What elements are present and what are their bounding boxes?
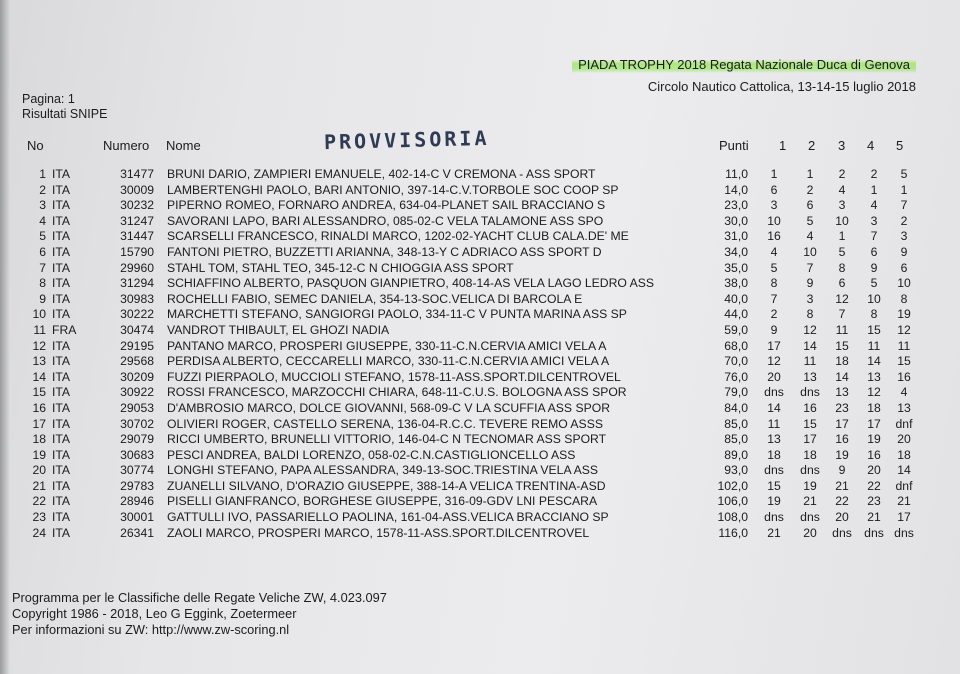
cell-race-3: 10 [835, 213, 849, 228]
cell-race-5: 19 [897, 307, 911, 322]
cell-nation: ITA [52, 369, 71, 384]
cell-points: 102,0 [717, 478, 748, 493]
cell-sail-number: 30222 [120, 307, 154, 322]
cell-no: 3 [39, 198, 46, 213]
cell-sail-number: 30209 [120, 369, 154, 384]
cell-race-2: 10 [803, 244, 817, 259]
cell-race-5: 1 [900, 182, 908, 197]
cell-race-4: 11 [867, 338, 881, 353]
table-row [0, 526, 960, 542]
cell-sail-number: 30702 [120, 416, 154, 431]
cell-race-5: dnf [895, 478, 913, 493]
cell-race-2: 14 [803, 338, 817, 353]
cell-nation: ITA [52, 276, 71, 291]
table-row [0, 229, 960, 245]
cell-points: 38,0 [724, 276, 748, 291]
table-row [0, 292, 960, 308]
cell-race-4: 9 [870, 260, 878, 275]
cell-crew-club: MARCHETTI STEFANO, SANGIORGI PAOLO, 334-11-C V PUNTA MARINA ASS SP [167, 307, 627, 322]
cell-crew-club: RICCI UMBERTO, BRUNELLI VITTORIO, 146-04-C N TECNOMAR ASS SPORT [167, 432, 607, 447]
cell-race-3: 8 [838, 260, 846, 275]
cell-no: 6 [39, 244, 46, 259]
cell-race-2: 5 [806, 213, 814, 228]
cell-no: 22 [32, 494, 46, 509]
cell-race-1: 4 [770, 244, 778, 259]
cell-race-4: 22 [867, 478, 881, 493]
cell-sail-number: 31247 [120, 213, 154, 228]
cell-points: 116,0 [718, 525, 748, 540]
cell-crew-club: ZAOLI MARCO, PROSPERI MARCO, 1578-11-ASS.SPORT.DILCENTROVEL [167, 525, 590, 540]
cell-points: 85,0 [724, 432, 748, 447]
cell-race-4: 3 [870, 213, 878, 228]
cell-race-2: 3 [806, 291, 814, 306]
cell-race-5: 16 [897, 369, 911, 384]
cell-race-1: 6 [770, 182, 778, 197]
cell-no: 4 [39, 213, 46, 228]
cell-race-5: 15 [897, 354, 911, 369]
cell-sail-number: 31477 [120, 167, 154, 181]
col-race-4: 4 [867, 138, 875, 153]
cell-race-5: 2 [900, 213, 908, 228]
cell-race-4: dns [864, 525, 884, 540]
table-row [0, 417, 960, 433]
cell-race-5: 18 [897, 447, 911, 462]
cell-race-1: 1 [770, 167, 778, 181]
table-row [0, 339, 960, 355]
cell-race-2: 15 [803, 416, 817, 431]
cell-nation: ITA [52, 478, 71, 493]
cell-nation: ITA [52, 338, 71, 353]
cell-race-1: 5 [770, 260, 778, 275]
cell-no: 24 [32, 525, 46, 540]
cell-race-5: 7 [900, 198, 908, 213]
cell-race-2: 11 [803, 354, 817, 369]
cell-race-4: 12 [867, 385, 881, 400]
cell-crew-club: PANTANO MARCO, PROSPERI GIUSEPPE, 330-11-C.N.CERVIA AMICI VELA A [167, 338, 607, 353]
cell-race-2: 6 [806, 198, 814, 213]
cell-sail-number: 29079 [120, 432, 154, 447]
cell-crew-club: SCARSELLI FRANCESCO, RINALDI MARCO, 1202-02-YACHT CLUB CALA.DE' ME [167, 229, 629, 244]
cell-points: 30,0 [724, 213, 748, 228]
cell-race-5: 4 [900, 385, 908, 400]
cell-sail-number: 29783 [120, 478, 154, 493]
cell-race-5: 14 [897, 463, 911, 478]
cell-nation: ITA [52, 307, 71, 322]
cell-race-1: 20 [767, 369, 781, 384]
cell-race-4: 15 [867, 322, 881, 337]
table-header [0, 138, 960, 158]
cell-race-5: 5 [900, 167, 908, 181]
cell-race-2: 20 [803, 525, 817, 540]
cell-race-1: 11 [767, 416, 781, 431]
footer-program: Programma per le Classifiche delle Regate Veliche ZW, 4.023.097 [12, 590, 387, 605]
cell-points: 70,0 [724, 354, 748, 369]
cell-race-2: 19 [803, 478, 817, 493]
cell-sail-number: 15790 [120, 244, 154, 259]
cell-race-4: 20 [867, 463, 881, 478]
page-info [22, 92, 107, 122]
cell-crew-club: ROCHELLI FABIO, SEMEC DANIELA, 354-13-SOC.VELICA DI BARCOLA E [167, 291, 583, 306]
col-no: No [27, 138, 44, 153]
cell-crew-club: PIPERNO ROMEO, FORNARO ANDREA, 634-04-PLANET SAIL BRACCIANO S [167, 198, 606, 213]
cell-no: 12 [32, 338, 46, 353]
cell-race-3: 23 [835, 400, 849, 415]
cell-race-3: 7 [838, 307, 846, 322]
cell-nation: ITA [52, 182, 71, 197]
cell-no: 16 [32, 400, 46, 415]
cell-race-2: 2 [806, 182, 814, 197]
cell-race-5: 9 [900, 244, 908, 259]
cell-sail-number: 30983 [120, 291, 154, 306]
cell-points: 11,0 [725, 167, 748, 181]
cell-sail-number: 29960 [120, 260, 154, 275]
cell-race-3: 9 [838, 463, 846, 478]
cell-sail-number: 30232 [120, 198, 154, 213]
col-nome: Nome [166, 138, 201, 153]
table-row [0, 323, 960, 339]
cell-race-1: 17 [767, 338, 781, 353]
cell-race-1: 15 [767, 478, 781, 493]
cell-race-2: dns [800, 463, 820, 478]
cell-no: 21 [32, 478, 46, 493]
cell-crew-club: D'AMBROSIO MARCO, DOLCE GIOVANNI, 568-09-C V LA SCUFFIA ASS SPOR [167, 400, 610, 415]
cell-race-3: 22 [835, 494, 849, 509]
cell-nation: ITA [52, 447, 71, 462]
cell-nation: ITA [52, 432, 71, 447]
cell-race-2: 13 [803, 369, 817, 384]
results-class: Risultati SNIPE [22, 107, 108, 121]
cell-nation: ITA [52, 354, 71, 369]
cell-race-1: 3 [770, 198, 778, 213]
cell-nation: ITA [52, 400, 71, 415]
cell-race-4: 2 [870, 167, 878, 181]
table-row [0, 385, 960, 401]
col-race-1: 1 [779, 138, 787, 153]
cell-race-1: 9 [770, 322, 778, 337]
table-row [0, 198, 960, 214]
table-row [0, 463, 960, 479]
table-row [0, 432, 960, 448]
cell-points: 68,0 [724, 338, 748, 353]
cell-race-2: 21 [803, 494, 817, 509]
cell-race-1: 14 [767, 400, 781, 415]
cell-race-4: 8 [870, 307, 878, 322]
table-row [0, 307, 960, 323]
cell-sail-number: 30001 [120, 510, 154, 525]
table-row [0, 183, 960, 199]
cell-race-5: 3 [900, 229, 908, 244]
cell-no: 11 [33, 322, 46, 337]
cell-race-3: 21 [835, 478, 849, 493]
cell-nation: ITA [52, 198, 71, 213]
cell-race-1: 18 [767, 447, 781, 462]
cell-points: 14,0 [724, 182, 748, 197]
cell-nation: ITA [52, 167, 71, 181]
cell-race-2: 7 [806, 260, 814, 275]
table-row [0, 214, 960, 230]
cell-race-1: 21 [767, 525, 781, 540]
cell-nation: ITA [52, 291, 71, 306]
cell-race-5: 6 [900, 260, 908, 275]
cell-race-5: 12 [897, 322, 911, 337]
cell-points: 106,0 [717, 494, 748, 509]
table-row [0, 354, 960, 370]
cell-race-4: 7 [870, 229, 878, 244]
cell-race-4: 21 [867, 510, 881, 525]
cell-points: 34,0 [724, 244, 748, 259]
cell-race-2: 1 [806, 167, 814, 181]
cell-nation: ITA [52, 416, 71, 431]
cell-race-3: 18 [835, 354, 849, 369]
cell-nation: ITA [52, 385, 71, 400]
cell-race-5: 11 [897, 338, 911, 353]
event-subtitle: Circolo Nautico Cattolica, 13-14-15 luglio 2018 [647, 79, 916, 94]
cell-race-1: 8 [770, 276, 778, 291]
cell-race-3: 12 [835, 291, 849, 306]
table-row [0, 245, 960, 261]
cell-race-5: 13 [897, 400, 911, 415]
cell-crew-club: STAHL TOM, STAHL TEO, 345-12-C N CHIOGGIA ASS SPORT [167, 260, 514, 275]
cell-race-3: 15 [835, 338, 849, 353]
cell-points: 85,0 [724, 416, 748, 431]
cell-race-5: 21 [897, 494, 911, 509]
cell-crew-club: FANTONI PIETRO, BUZZETTI ARIANNA, 348-13-Y C ADRIACO ASS SPORT D [167, 244, 602, 259]
cell-race-2: dns [800, 385, 820, 400]
table-row [0, 401, 960, 417]
cell-race-3: 3 [838, 198, 846, 213]
table-row [0, 261, 960, 277]
table-row [0, 479, 960, 495]
cell-race-4: 6 [870, 244, 878, 259]
cell-points: 108,0 [717, 510, 748, 525]
table-row [0, 276, 960, 292]
cell-race-3: 20 [835, 510, 849, 525]
cell-nation: ITA [52, 229, 71, 244]
cell-nation: ITA [52, 525, 71, 540]
cell-race-4: 17 [867, 416, 881, 431]
cell-crew-club: ZUANELLI SILVANO, D'ORAZIO GIUSEPPE, 388-14-A VELICA TRENTINA-ASD [167, 478, 606, 493]
cell-race-4: 18 [867, 400, 881, 415]
footer-info: Per informazioni su ZW: http://www.zw-scoring.nl [12, 622, 290, 637]
cell-race-1: 2 [770, 307, 778, 322]
cell-sail-number: 30009 [120, 182, 154, 197]
cell-race-5: 10 [897, 276, 911, 291]
cell-points: 89,0 [724, 447, 748, 462]
cell-points: 93,0 [724, 463, 748, 478]
cell-race-1: 16 [767, 229, 781, 244]
table-row [0, 510, 960, 526]
cell-race-3: 19 [835, 447, 849, 462]
cell-crew-club: VANDROT THIBAULT, EL GHOZI NADIA [167, 322, 390, 337]
cell-race-3: 2 [838, 167, 846, 181]
cell-points: 35,0 [724, 260, 748, 275]
cell-nation: ITA [52, 510, 71, 525]
col-race-3: 3 [838, 138, 846, 153]
cell-nation: ITA [52, 213, 71, 228]
cell-race-5: dnf [895, 416, 913, 431]
cell-race-2: 8 [806, 307, 814, 322]
cell-no: 14 [32, 369, 46, 384]
table-row [0, 448, 960, 464]
cell-race-4: 4 [870, 198, 878, 213]
table-row [0, 370, 960, 386]
cell-no: 23 [32, 510, 46, 525]
cell-race-1: 12 [767, 354, 781, 369]
col-race-2: 2 [808, 138, 816, 153]
cell-race-5: 20 [897, 432, 911, 447]
col-punti: Punti [719, 138, 749, 153]
cell-race-4: 14 [867, 354, 881, 369]
cell-points: 40,0 [724, 291, 748, 306]
cell-sail-number: 31294 [120, 276, 154, 291]
cell-sail-number: 26341 [120, 525, 154, 540]
cell-race-1: dns [764, 385, 784, 400]
cell-no: 1 [39, 167, 46, 181]
table-row [0, 494, 960, 510]
cell-sail-number: 29195 [120, 338, 154, 353]
cell-sail-number: 30683 [120, 447, 154, 462]
cell-points: 59,0 [724, 322, 748, 337]
cell-race-3: 5 [838, 244, 846, 259]
col-race-5: 5 [896, 138, 904, 153]
col-numero: Numero [103, 138, 150, 153]
cell-no: 2 [39, 182, 46, 197]
cell-no: 15 [32, 385, 46, 400]
cell-sail-number: 30474 [120, 322, 154, 337]
cell-nation: ITA [52, 244, 71, 259]
cell-sail-number: 30922 [120, 385, 154, 400]
cell-race-2: 9 [806, 276, 814, 291]
cell-sail-number: 30774 [120, 463, 154, 478]
cell-race-4: 10 [867, 291, 881, 306]
cell-no: 17 [32, 416, 46, 431]
cell-sail-number: 28946 [120, 494, 154, 509]
cell-sail-number: 31447 [120, 229, 154, 244]
cell-race-3: dns [832, 525, 852, 540]
cell-sail-number: 29568 [120, 354, 154, 369]
cell-crew-club: OLIVIERI ROGER, CASTELLO SERENA, 136-04-R.C.C. TEVERE REMO ASSS [167, 416, 603, 431]
cell-race-2: 17 [803, 432, 817, 447]
cell-race-1: 13 [767, 432, 781, 447]
cell-race-5: 17 [897, 510, 911, 525]
cell-race-3: 1 [838, 229, 846, 244]
cell-no: 13 [32, 354, 46, 369]
cell-crew-club: GATTULLI IVO, PASSARIELLO PAOLINA, 161-04-ASS.VELICA BRACCIANO SP [167, 510, 609, 525]
cell-no: 20 [32, 463, 46, 478]
cell-race-1: dns [764, 463, 784, 478]
page-number: Pagina: 1 [22, 92, 75, 106]
cell-race-2: 16 [803, 400, 817, 415]
event-header [572, 56, 916, 94]
cell-race-1: dns [764, 510, 784, 525]
cell-nation: ITA [52, 260, 71, 275]
cell-nation: FRA [52, 322, 77, 337]
cell-no: 19 [32, 447, 46, 462]
cell-no: 9 [39, 291, 46, 306]
cell-race-4: 13 [867, 369, 881, 384]
cell-crew-club: LAMBERTENGHI PAOLO, BARI ANTONIO, 397-14-C.V.TORBOLE SOC COOP SP [167, 182, 619, 197]
cell-crew-club: PESCI ANDREA, BALDI LORENZO, 058-02-C.N.CASTIGLIONCELLO ASS [167, 447, 576, 462]
footer [12, 590, 387, 638]
cell-race-5: 8 [900, 291, 908, 306]
cell-crew-club: FUZZI PIERPAOLO, MUCCIOLI STEFANO, 1578-11-ASS.SPORT.DILCENTROVEL [167, 369, 621, 384]
cell-race-3: 17 [835, 416, 849, 431]
cell-no: 8 [39, 276, 46, 291]
cell-race-2: 12 [803, 322, 817, 337]
cell-crew-club: LONGHI STEFANO, PAPA ALESSANDRA, 349-13-SOC.TRIESTINA VELA ASS [167, 463, 599, 478]
cell-race-3: 11 [835, 322, 849, 337]
cell-race-1: 19 [767, 494, 781, 509]
cell-race-3: 14 [835, 369, 849, 384]
cell-race-4: 23 [867, 494, 881, 509]
cell-no: 7 [39, 260, 46, 275]
cell-race-1: 10 [767, 213, 781, 228]
cell-crew-club: SCHIAFFINO ALBERTO, PASQUON GIANPIETRO, 408-14-AS VELA LAGO LEDRO ASS [167, 276, 654, 291]
results-table [0, 167, 960, 541]
cell-points: 44,0 [724, 307, 748, 322]
cell-race-2: 4 [806, 229, 814, 244]
cell-race-3: 16 [835, 432, 849, 447]
cell-race-5: dns [894, 525, 914, 540]
cell-no: 18 [32, 432, 46, 447]
cell-race-4: 16 [867, 447, 881, 462]
cell-crew-club: ROSSI FRANCESCO, MARZOCCHI CHIARA, 648-11-C.U.S. BOLOGNA ASS SPOR [167, 385, 627, 400]
cell-nation: ITA [52, 494, 71, 509]
cell-race-2: 18 [803, 447, 817, 462]
cell-sail-number: 29053 [120, 400, 154, 415]
provisional-stamp: PROVVISORIA [323, 125, 490, 155]
cell-race-3: 6 [838, 276, 846, 291]
cell-no: 10 [32, 307, 46, 322]
cell-nation: ITA [52, 463, 71, 478]
cell-points: 76,0 [724, 369, 748, 384]
cell-points: 79,0 [724, 385, 748, 400]
cell-points: 31,0 [724, 229, 748, 244]
cell-race-4: 1 [870, 182, 878, 197]
cell-race-4: 19 [867, 432, 881, 447]
cell-race-4: 5 [870, 276, 878, 291]
cell-race-2: dns [800, 510, 820, 525]
cell-race-1: 7 [770, 291, 778, 306]
cell-crew-club: PISELLI GIANFRANCO, BORGHESE GIUSEPPE, 316-09-GDV LNI PESCARA [167, 494, 598, 509]
footer-copyright: Copyright 1986 - 2018, Leo G Eggink, Zoetermeer [12, 606, 297, 621]
cell-crew-club: PERDISA ALBERTO, CECCARELLI MARCO, 330-11-C.N.CERVIA AMICI VELA A [167, 354, 610, 369]
cell-race-3: 13 [835, 385, 849, 400]
cell-no: 5 [39, 229, 46, 244]
cell-crew-club: BRUNI DARIO, ZAMPIERI EMANUELE, 402-14-C V CREMONA - ASS SPORT [167, 167, 596, 181]
event-title: PIADA TROPHY 2018 Regata Nazionale Duca di Genova [572, 56, 916, 73]
cell-points: 23,0 [724, 198, 748, 213]
cell-crew-club: SAVORANI LAPO, BARI ALESSANDRO, 085-02-C VELA TALAMONE ASS SPO [167, 213, 604, 228]
cell-points: 84,0 [724, 400, 748, 415]
cell-race-3: 4 [838, 182, 846, 197]
table-row [0, 167, 960, 183]
